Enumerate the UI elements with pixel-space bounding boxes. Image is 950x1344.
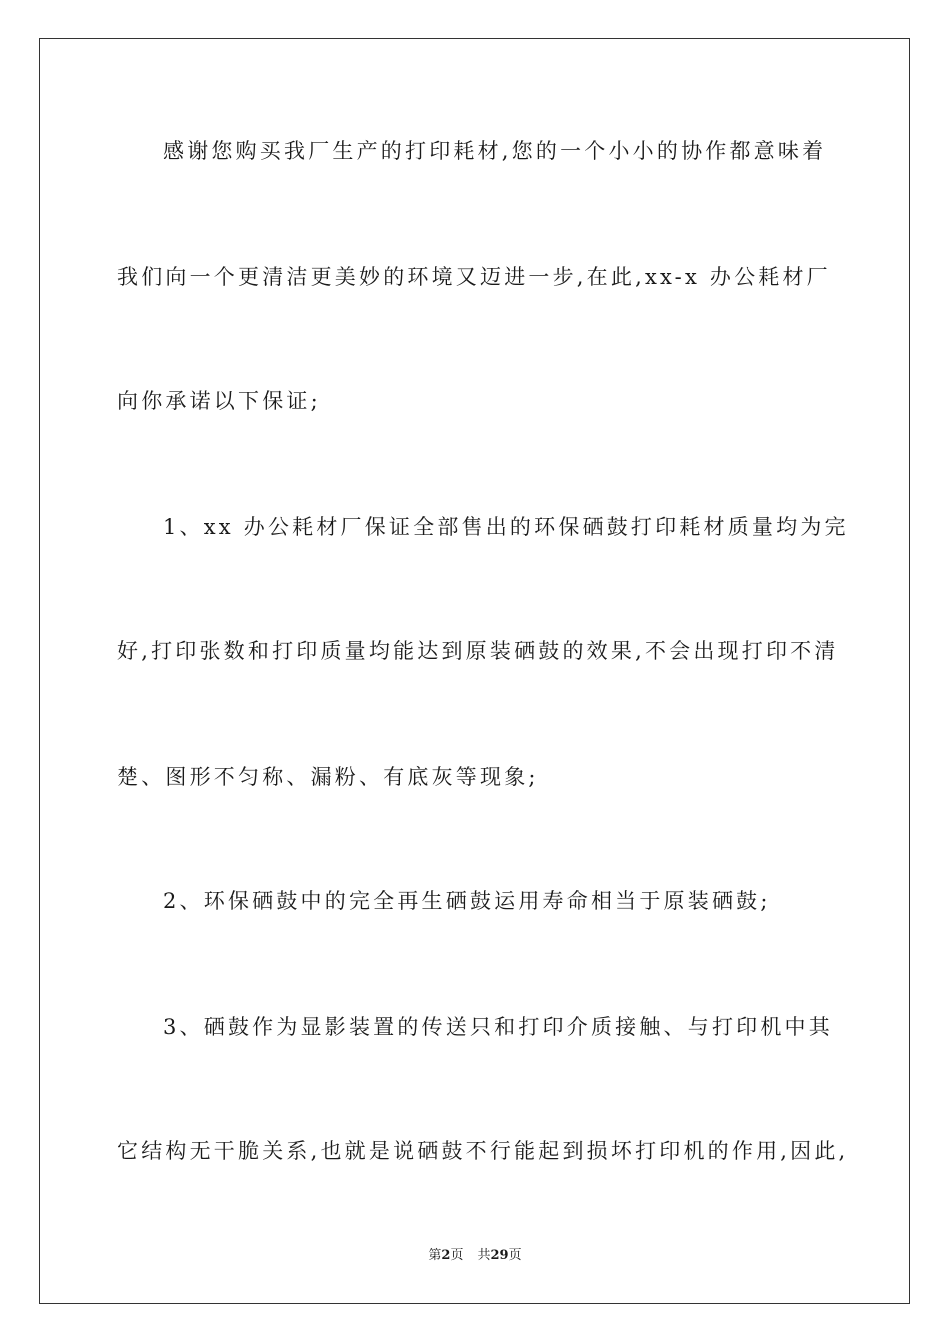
total-suffix: 页 [508,1248,522,1263]
paragraph-line: 2、环保硒鼓中的完全再生硒鼓运用寿命相当于原装硒鼓; [163,889,771,913]
paragraph-line: 楚、图形不匀称、漏粉、有底灰等现象; [117,765,539,789]
total-pages: 29 [490,1248,509,1263]
paragraph-line: 好,打印张数和打印质量均能达到原装硒鼓的效果,不会出现打印不清 [117,639,839,663]
paragraph-line: 感谢您购买我厂生产的打印耗材,您的一个小小的协作都意味着 [163,139,827,163]
page-prefix: 第 [428,1248,442,1263]
page-number: 2 [441,1248,451,1263]
page-footer [0,1247,950,1265]
paragraph-line: 向你承诺以下保证; [117,389,321,413]
paragraph-line: 我们向一个更清洁更美妙的环境又迈进一步,在此,xx-x 办公耗材厂 [117,265,831,289]
page-suffix: 页 [450,1248,464,1263]
total-prefix: 共 [477,1248,491,1263]
paragraph-line: 它结构无干脆关系,也就是说硒鼓不行能起到损坏打印机的作用,因此, [117,1139,849,1163]
paragraph-line: 3、硒鼓作为显影装置的传送只和打印介质接触、与打印机中其 [163,1015,833,1039]
page-border [39,38,910,1304]
paragraph-line: 1、xx 办公耗材厂保证全部售出的环保硒鼓打印耗材质量均为完 [163,515,849,539]
